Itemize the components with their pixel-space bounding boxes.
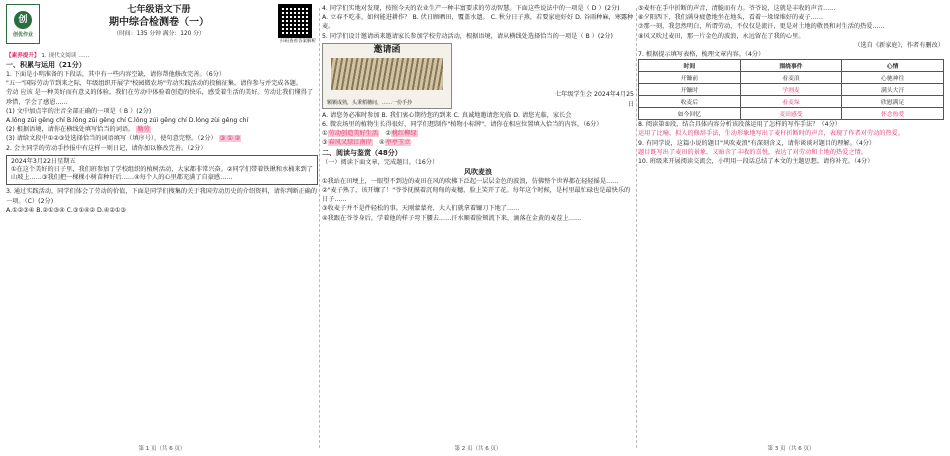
q1a-stem: (1) 文中加点字的注音全部正确的一项是（ B ）(2分) (6, 107, 152, 115)
section-2-heading: 二、阅读与鉴赏（48分） (322, 148, 402, 157)
q6-answer-2: 桃红柳绿 (391, 130, 417, 138)
q5-options: A. 请您务必准时参加 B. 我们衷心期待您的到来 C. 真诚地邀请您光临 D. 请您光临，家长会 (322, 111, 572, 119)
page-2: 4. 同学们实地对发现，按照今天的农业生产一种丰富要求的劳动智慧。下面这些说法中的一项是（ D ）(2分) A. 立春不吃韭，如何能进耕作？ B. 伏日顾晒田，覆盖水遗。 C. 秋分日子燕，若要家庭好好 D. 谷雨种麻，寒露种麦。 5. 同学们设计邀请函来邀请家长参加学校劳动活动，根据语境，请从横线处选择恰当的一项是（ B ）(2分) 邀请函 颗颗成熟，头秉稻穗间，……一份手抄 七年级学生会 2024年4月25日 A. 请您务必准时参加 B. 我们衷心期待您的到来 C. 真诚地邀请您光临 D. 请您光临，家长会 6. 微农场里的植物生长得很好，同学们想制作"植物小标牌"，请你在相应位置填入恰当的内容。（6分） ①劳动创造美好生活 ②桃红柳绿 ③春风又绿江南岸 ④亭亭玉立 二、阅读与鉴赏（48分） （一）阅读下面文章，完成题目。（16分） 风吹麦浪 ①我站在田埂上，一眼望不到边的麦田在风的吹拂下泛起一层层金色的波浪，仿佛整个世界都在轻轻摇晃…… ②"麦子熟了，该开镰了！"爷爷抚摸着沉甸甸的麦穗，脸上笑开了花。每年这个时候，是村里最忙碌也是最快乐的日子…… ③收麦子并不是件轻松的事。天刚蒙蒙亮，大人们就拿着镰刀下地了…… ④我跟在爷爷身后，学着他的样子弯下腰去……汗水顺着脸颊流下来，滴落在金黄的麦茬上…… 第 2 页（共 6 页） (322, 5, 634, 452)
divider (636, 8, 637, 448)
feature-tag: 【素养提升】 (6, 53, 40, 59)
q1-text: "五一"国际劳动节到来之际，年级组织开展学"校园微农场"劳动实践活动的投稿征集。请你参与并完成各题。 (6, 80, 303, 88)
q6-answer-3: 春风又绿江南岸 (328, 139, 372, 147)
title-top: 七年级语文下册 (127, 5, 191, 15)
q1-intro: 1. 下面是小明准备的下段话，其中有一些内容空缺，请你帮他修改完善。（6分） (6, 71, 226, 78)
q7-stem: 7. 根据提示填写表格，梳理文章内容。（4分） (638, 51, 765, 59)
reading-p1: ①我站在田埂上，一眼望不到边的麦田在风的吹拂下泛起一层层金色的波浪，仿佛整个世界都在轻轻摇晃…… (322, 177, 619, 185)
table-row: 收麦后 看麦垛 欣慰满足 (639, 96, 944, 108)
page-title: 期中综合检测卷（一） (109, 17, 209, 28)
reading-p7: ⑦那一刻，我忽然明白，所谓劳动，不仅仅是流汗，更是对土地的敬畏和对生活的热爱…… (638, 23, 885, 31)
q8-answer: 运用了比喻、拟人的修辞手法，生动形象地写出了麦秆折断时的声音，表现了作者对劳动的热爱。 (638, 130, 905, 138)
invitation-poster (322, 43, 452, 109)
diary-box (6, 155, 318, 186)
wheat-image-icon (331, 58, 443, 90)
exam-header (6, 4, 318, 52)
qr-code-icon[interactable] (278, 4, 312, 38)
q6-answer-4: 亭亭玉立 (385, 139, 411, 147)
reading-p6: ⑥夕阳西下，我们满身疲惫地坐在地头，看着一垛垛堆好的麦子…… (638, 14, 823, 22)
table-row: 开镰前 看麦浪 心驰神往 (639, 72, 944, 84)
reading-p3: ③收麦子并不是件轻松的事。天刚蒙蒙亮，大人们就拿着镰刀下地了…… (322, 205, 520, 213)
brand-name: 创优作业 (12, 31, 33, 38)
q4-stem: 4. 同学们实地对发现，按照今天的农业生产一种丰富要求的劳动智慧。下面这些说法中的一项是（ D ）(2分) (322, 5, 620, 12)
q6-stem: 6. 微农场里的植物生长得很好，同学们想制作"植物小标牌"，请你在相应位置填入恰当的内容。（6分） (322, 121, 603, 129)
poster-sign: 七年级学生会 2024年4月25日 (554, 91, 634, 108)
table-header: 心情 (842, 60, 944, 72)
q10-stem: 10. 班级来开展阅读交流会，小明用一段话总结了本文的主题思想。请你补充。（4分） (638, 158, 874, 166)
q9-answer: 题目既写出了麦田的景象，又暗含了丰收的喜悦，表达了对劳动和土地的热爱之情。 (638, 148, 867, 156)
q5-stem: 5. 同学们设计邀请函来邀请家长参加学校劳动活动，根据语境，请从横线处选择恰当的一项是（ B ）(2分) (322, 32, 613, 40)
table-header: 时间 (639, 60, 741, 72)
reading-title: 风吹麦浪 (464, 167, 492, 176)
page-footer-3: 第 3 页（共 6 页） (767, 446, 815, 452)
reading-p5: ⑤麦秆在手中折断的声音，清脆而有力。爷爷说，这就是丰收的声音…… (638, 5, 836, 12)
q6-answer-1: 劳动创造美好生活 (328, 130, 379, 138)
brand-logo (6, 4, 40, 44)
diary-body: ①在这个美好的日子里，我们班参加了学校组织的植树活动，大家都非常兴奋。②同学们带着铁锹和水桶来到了山坡上……③我们把一棵棵小树苗种好后……④每个人的心里都充满了自豪感…… (11, 166, 313, 182)
section-1-heading: 一、积累与运用（21分） (6, 61, 86, 69)
qr-caption: 扫码查看答案解析 (280, 39, 316, 44)
poster-subtitle: 颗颗成熟，头秉稻穗间，……一份手抄 (327, 99, 413, 106)
table-row: 开镰时 学割麦 满头大汗 (639, 84, 944, 96)
exam-meta: （时间：135 分钟 满分：120 分） (113, 31, 205, 37)
q3-intro: 3. 通过实践活动，同学们体会了劳动的价值，下面是同学们搜集的关于我国劳动历史的介绍资料，请你判断正确的一项。（C）(2分) (6, 188, 318, 205)
diary-date: 2024年3月22日星期五 (11, 157, 76, 165)
q2-intro: 2. 会主同学的劳动手抄报中有这样一则日记，请你加以修改完善。（2分） (6, 144, 207, 152)
q1c-stem: (3) 请给文段中①②③处选择恰当的词语填写（填序号），使句意完整。（2分） (6, 135, 217, 143)
brand-mark-icon: 创 (14, 11, 32, 29)
table-header: 围绕事件 (740, 60, 842, 72)
q1b-answer: 勤劳 (137, 126, 150, 134)
q1b-stem: (2) 根据语境，请你在横线处填写恰当的词语。 (6, 126, 135, 134)
reading-p2: ②"麦子熟了，该开镰了！"爷爷抚摸着沉甸甸的麦穗，脸上笑开了花。每年这个时候，是村里最忙碌也是最快乐的日子…… (322, 187, 631, 204)
q9-stem: 9. 有同学说，这篇小说的题目"风吹麦浪"有深刻含义，请你谈谈对题目的理解。（4分） (638, 139, 876, 147)
divider (319, 8, 320, 448)
q8-stem: 8. 阅读第⑤段，结合具体内容分析该段落运用了怎样的写作手法？（4分） (638, 121, 841, 129)
table-row: 如今回忆 麦田感受 怀念热爱 (639, 108, 944, 120)
q4-options: A. 立春不吃韭，如何能进耕作？ B. 伏日顾晒田，覆盖水遗。 C. 秋分日子燕，若要家庭好好 D. 谷雨种麻，寒露种麦。 (322, 14, 634, 31)
page-footer-1: 第 1 页（共 6 页） (138, 446, 186, 452)
section-2-sub: （一）阅读下面文章，完成题目。（16分） (322, 158, 439, 166)
poster-title: 邀请函 (373, 44, 401, 55)
page-footer-2: 第 2 页（共 6 页） (454, 446, 502, 452)
reading-p4: ④我跟在爷爷身后，学着他的样子弯下腰去……汗水顺着脸颊流下来，滴落在金黄的麦茬上…… (322, 214, 582, 222)
q1a-options: A.lǒng zūi gēng chí B.lǒng zūi gēng chí C.lǒng zúi gēng chí D.lóng zùi gěng chí (6, 117, 249, 125)
page-3 (638, 4, 944, 452)
reading-source: （选自《新家庭》，作者有删改） (854, 41, 944, 49)
reading-p8: ⑧风又吹过麦田，那一片金色的波浪，永远留在了我的心里。 (638, 32, 805, 40)
q1-para: 劳动 应该 是一种美好而有意义的体验。我们在劳动中体验着创造的快乐，感受着生活的美好。劳动让我们懂得了珍惜，学会了感恩…… (6, 89, 314, 106)
feature-text: 1. 现代文阅读 …… (41, 53, 90, 59)
page-1 (6, 4, 318, 452)
q3-options: A.①②③④ B.②①③④ C.③①④② D.④②①③ (6, 206, 126, 214)
content-table (638, 59, 944, 120)
q1c-answer: ③ ① ② (219, 135, 241, 143)
